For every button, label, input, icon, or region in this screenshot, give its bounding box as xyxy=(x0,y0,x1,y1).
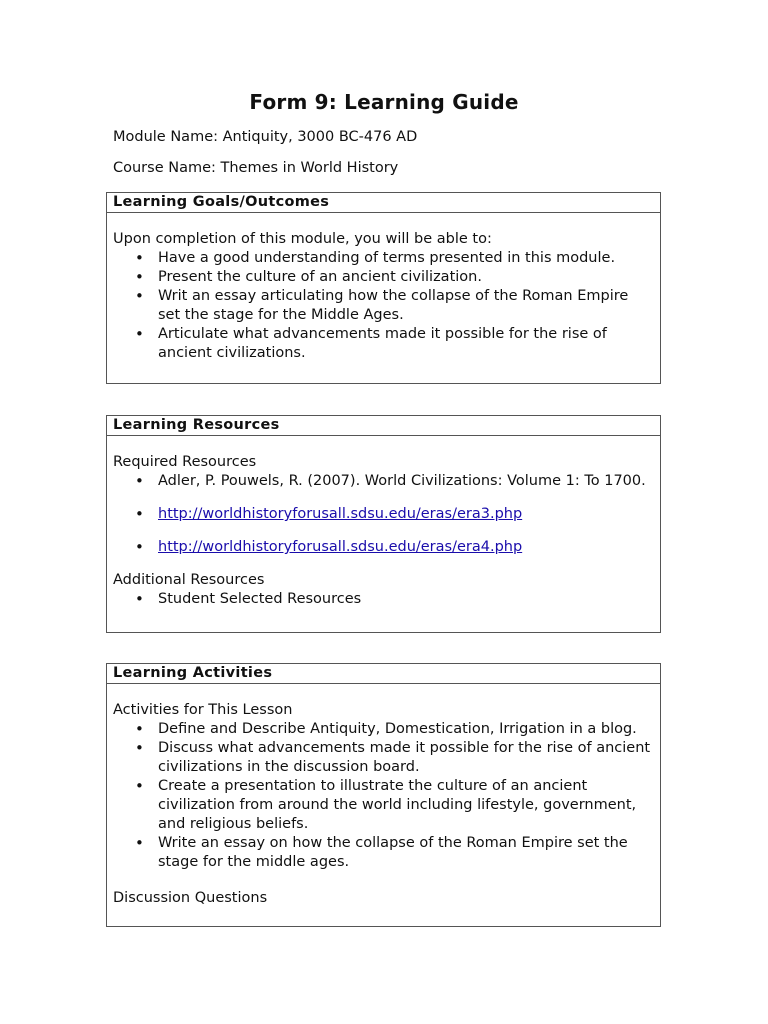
list-item: • Adler, P. Pouwels, R. (2007). World Civilizations: Volume 1: To 1700. xyxy=(113,472,654,491)
learning-goals-heading: Learning Goals/Outcomes xyxy=(107,193,660,213)
list-item: • Present the culture of an ancient civilization. xyxy=(113,268,654,287)
list-item: • Discuss what advancements made it possible for the rise of ancient civilizations in the discussion board. xyxy=(113,739,654,777)
list-item: • Have a good understanding of terms presented in this module. xyxy=(113,249,654,268)
list-item: • Student Selected Resources xyxy=(113,590,654,609)
goals-intro: Upon completion of this module, you will be able to: xyxy=(113,231,492,247)
list-item: • Articulate what advancements made it possible for the rise of ancient civilizations. xyxy=(113,325,654,363)
required-resources-label: Required Resources xyxy=(113,454,257,470)
list-item: • Write an essay on how the collapse of the Roman Empire set the stage for the middle ages. xyxy=(113,834,654,872)
era3-link[interactable]: http://worldhistoryforusall.sdsu.edu/eras/era3.php xyxy=(158,506,523,522)
learning-goals-box xyxy=(106,192,661,384)
list-item xyxy=(113,538,654,557)
era4-link[interactable]: http://worldhistoryforusall.sdsu.edu/eras/era4.php xyxy=(158,539,523,555)
page-title: Form 9: Learning Guide xyxy=(249,90,519,114)
activities-label: Activities for This Lesson xyxy=(113,702,293,718)
list-item xyxy=(113,505,654,524)
module-name: Module Name: Antiquity, 3000 BC-476 AD xyxy=(113,129,418,145)
additional-resources-label: Additional Resources xyxy=(113,572,265,588)
activities-list xyxy=(113,720,654,872)
learning-resources-box xyxy=(106,415,661,633)
list-item: • Create a presentation to illustrate the culture of an ancient civilization from around the world including lifestyle, government, and religious beliefs. xyxy=(113,777,654,834)
goals-list xyxy=(113,249,654,363)
course-name: Course Name: Themes in World History xyxy=(113,160,399,176)
additional-resources-list xyxy=(113,590,654,609)
learning-activities-heading: Learning Activities xyxy=(107,664,660,684)
required-resources-list xyxy=(113,472,654,557)
list-item: • Writ an essay articulating how the collapse of the Roman Empire set the stage for the Middle Ages. xyxy=(113,287,654,325)
learning-activities-box xyxy=(106,663,661,927)
discussion-questions-label: Discussion Questions xyxy=(113,890,268,906)
list-item: • Define and Describe Antiquity, Domestication, Irrigation in a blog. xyxy=(113,720,654,739)
learning-resources-heading: Learning Resources xyxy=(107,416,660,436)
